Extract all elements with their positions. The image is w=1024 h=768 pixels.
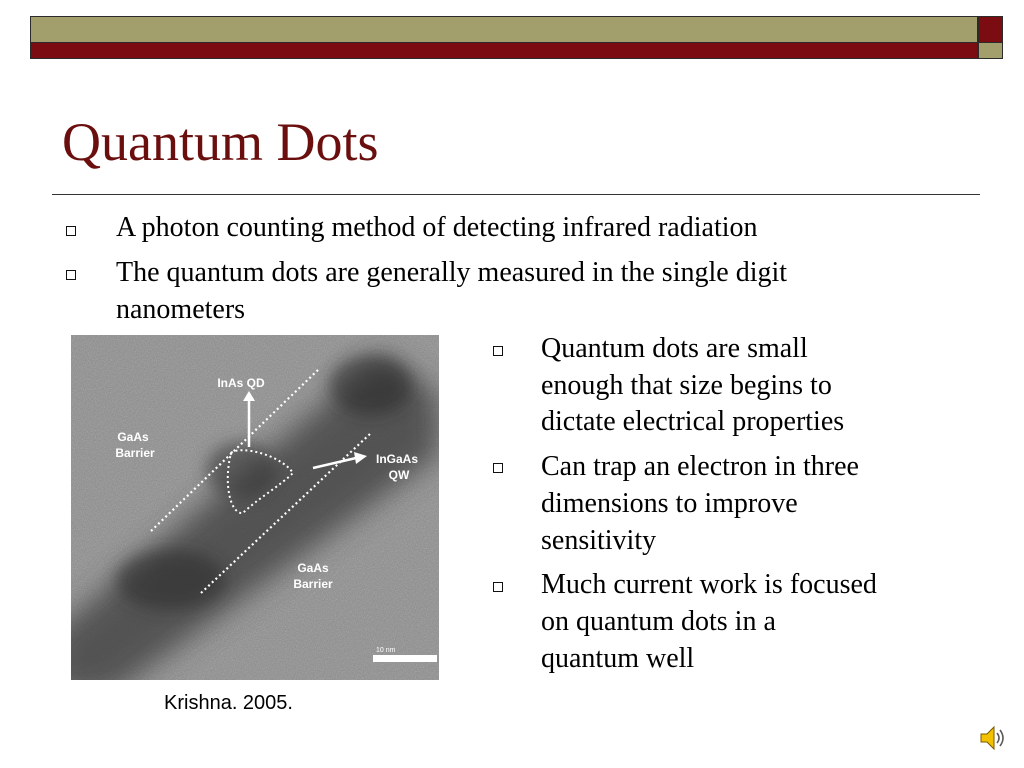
title-divider	[52, 194, 980, 195]
hollow-square-icon	[66, 270, 76, 280]
label-scale-bar: 10 nm	[376, 647, 396, 654]
tem-image	[71, 335, 439, 680]
label-gaas-top-1: GaAs	[117, 430, 149, 444]
header-corner-olive	[978, 43, 1003, 59]
right-bullet-1-line-1: Quantum dots are small	[541, 333, 808, 364]
label-ingaas-1: InGaAs	[375, 452, 419, 466]
label-inas-qd: InAs QD	[217, 376, 265, 390]
label-gaas-bottom-2: Barrier	[293, 577, 333, 591]
hollow-square-icon	[493, 582, 503, 592]
right-bullet-3-line-2: on quantum dots in a	[541, 606, 776, 637]
bullet-text-2: The quantum dots are generally measured in the single digit	[116, 257, 788, 288]
right-bullet-2-line-1: Can trap an electron in three	[541, 451, 859, 482]
label-gaas-top-2: Barrier	[115, 446, 155, 460]
right-bullet-1-line-2: enough that size begins to	[541, 370, 832, 401]
bullet-text-2-cont: nanometers	[116, 294, 246, 325]
slide-title: Quantum Dots	[62, 112, 379, 172]
right-bullet-3-line-1: Much current work is focused	[541, 569, 877, 600]
header-corner-maroon	[978, 16, 1003, 43]
bullet-text-1: A photon counting method of detecting infrared radiation	[116, 212, 758, 243]
header-bar-olive	[30, 16, 978, 43]
right-bullet-2-line-3: sensitivity	[541, 525, 657, 556]
right-bullet-3-line-3: quantum well	[541, 643, 695, 674]
tem-figure	[71, 335, 439, 680]
header-bar-maroon	[30, 43, 978, 59]
figure-caption: Krishna. 2005.	[164, 692, 293, 714]
hollow-square-icon	[66, 226, 76, 236]
speaker-icon[interactable]	[978, 723, 1008, 753]
label-ingaas-2: QW	[388, 468, 410, 482]
right-bullet-1-line-3: dictate electrical properties	[541, 406, 845, 437]
label-gaas-bottom-1: GaAs	[297, 561, 329, 575]
hollow-square-icon	[493, 463, 503, 473]
hollow-square-icon	[493, 346, 503, 356]
right-bullet-2-line-2: dimensions to improve	[541, 488, 798, 519]
